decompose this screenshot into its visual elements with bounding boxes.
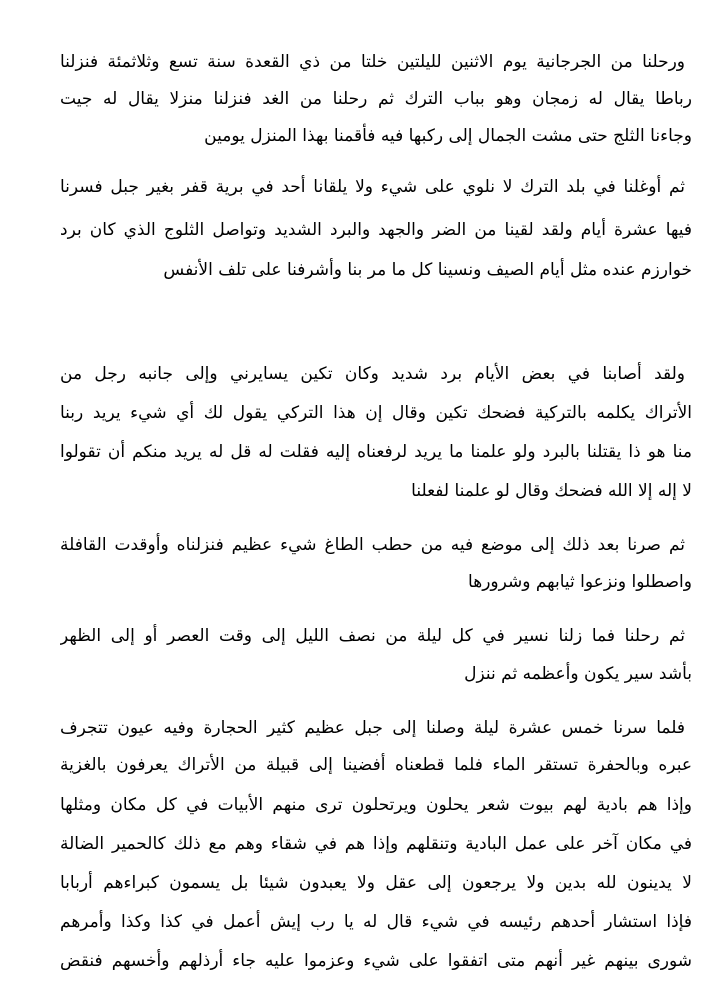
- paragraph-4-line-1: ثم صرنا بعد ذلك إلى موضع فيه من حطب الطاغ شيء عظيم فنزلناه وأوقدت القافلة: [60, 535, 685, 555]
- paragraph-6-line-6: فإذا استشار أحدهم رئيسه في شيء قال له يا رب إيش أعمل في كذا وكذا وأمرهم: [60, 912, 692, 932]
- paragraph-2-line-2: فيها عشرة أيام ولقد لقينا من الضر والجهد والبرد الشديد وتواصل الثلوج الذي كان برد: [60, 220, 692, 240]
- paragraph-2-line-3: خوارزم عنده مثل أيام الصيف ونسينا كل ما مر بنا وأشرفنا على تلف الأنفس: [163, 260, 692, 280]
- paragraph-6-line-1: فلما سرنا خمس عشرة ليلة وصلنا إلى جبل عظيم كثير الحجارة وفيه عيون تتجرف: [60, 718, 685, 738]
- paragraph-3-line-3: منا هو ذا يقتلنا بالبرد ولو علمنا ما يريد لرفعناه إليه فقلت له قل له يريد منكم أن تقولوا: [60, 442, 692, 462]
- paragraph-3-line-2: الأتراك يكلمه بالتركية فضحك تكين وقال إن هذا التركي يقول لك أي شيء يريد ربنا: [60, 403, 692, 423]
- paragraph-6-line-3: وإذا هم بادية لهم بيوت شعر يحلون ويرتحلون ترى منهم الأبيات في كل مكان ومثلها: [60, 795, 692, 815]
- paragraph-6-line-5: لا يدينون لله بدين ولا يرجعون إلى عقل ولا يعبدون شيئا بل يسمون كبراءهم أربابا: [60, 873, 692, 893]
- paragraph-6-line-4: في مكان آخر على عمل البادية وتنقلهم وإذا هم في شقاء وهم مع ذلك كالحمير الضالة: [60, 834, 692, 854]
- paragraph-4-line-2: واصطلوا ونزعوا ثيابهم وشرورها: [468, 572, 692, 592]
- paragraph-1-line-2: رباطا يقال له زمجان وهو بباب الترك ثم رحلنا من الغد فنزلنا منزلا يقال له جيت: [60, 89, 692, 109]
- paragraph-1-line-1: ورحلنا من الجرجانية يوم الاثنين لليلتين خلتا من ذي القعدة سنة تسع وثلاثمئة فنزلنا: [60, 52, 685, 72]
- paragraph-3-line-1: ولقد أصابنا في بعض الأيام برد شديد وكان تكين يسايرني وإلى جانبه رجل من: [60, 364, 685, 384]
- paragraph-5-line-2: بأشد سير يكون وأعظمه ثم ننزل: [464, 664, 692, 684]
- paragraph-2-line-1: ثم أوغلنا في بلد الترك لا نلوي على شيء ولا يلقانا أحد في برية قفر بغير جبل فسرنا: [60, 177, 685, 197]
- paragraph-5-line-1: ثم رحلنا فما زلنا نسير في كل ليلة من نصف الليل إلى وقت العصر أو إلى الظهر: [60, 626, 685, 646]
- paragraph-3-line-4: لا إله إلا الله فضحك وقال لو علمنا لفعلنا: [411, 481, 692, 501]
- paragraph-6-line-2: عبره وبالحفرة تستقر الماء فلما قطعناه أفضينا إلى قبيلة من الأتراك يعرفون بالغزية: [60, 755, 692, 775]
- paragraph-6-line-7: شورى بينهم غير أنهم متى اتفقوا على شيء وعزموا عليه جاء أرذلهم وأخسهم فنقض: [60, 951, 692, 971]
- paragraph-1-line-3: وجاءنا الثلج حتى مشت الجمال إلى ركبها فيه فأقمنا بهذا المنزل يومين: [204, 126, 692, 146]
